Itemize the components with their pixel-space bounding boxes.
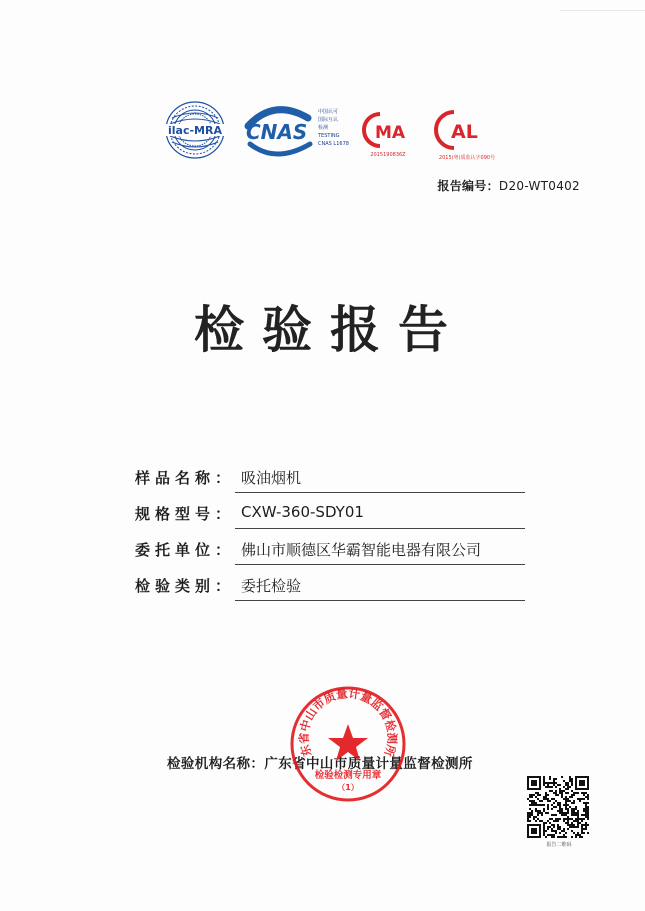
ilac-logo-text: ilac-MRA (168, 124, 222, 137)
field-underline (235, 492, 525, 493)
institution-value: 广东省中山市质量计量监督检测所 (264, 756, 473, 772)
field-row-model (135, 498, 535, 534)
cma-number: 2015190836Z (370, 152, 406, 158)
accreditation-logos (162, 100, 502, 170)
field-underline (235, 600, 525, 601)
field-label: 检验类别： (135, 577, 236, 595)
cnas-logo-text: CNAS (246, 120, 308, 144)
report-number (437, 177, 580, 194)
cnas-side-line-5: CNAS L1678 (318, 141, 349, 147)
cal-mark-text: AL (451, 121, 478, 143)
report-number-label: 报告编号： (437, 179, 499, 193)
seal-bottom-text: 检验检测专用章 (314, 770, 382, 781)
field-value: 佛山市顺德区华霸智能电器有限公司 (241, 541, 482, 559)
field-row-sample-name (135, 462, 535, 498)
cma-mark-icon (358, 108, 418, 160)
page-title: 检验报告 (194, 301, 466, 359)
cnas-side-line-4: TESTING (318, 133, 340, 139)
field-value: CXW-360-SDY01 (241, 503, 364, 521)
field-value: 委托检验 (241, 577, 302, 595)
report-number-value: D20-WT0402 (498, 179, 580, 193)
seal-number: （1） (337, 783, 359, 792)
field-label: 规格型号： (135, 505, 236, 523)
seal-star-icon (328, 724, 368, 761)
field-label: 样品名称： (135, 469, 236, 487)
institution-label: 检验机构名称： (167, 756, 265, 772)
cnas-logo-icon (244, 104, 364, 160)
cal-number: 2015(粤)质监认字090号 (438, 155, 496, 161)
qr-caption: 报告二维码 (546, 842, 572, 848)
field-label: 委托单位： (135, 541, 236, 559)
field-row-client (135, 534, 535, 570)
cal-mark-icon (432, 104, 502, 164)
seal-arc-text: 东省中山市质量计量监督检测所 (296, 686, 400, 759)
qr-code-icon (527, 776, 589, 838)
cnas-side-line-2: 国际互认 (318, 117, 339, 123)
field-value: 吸油烟机 (241, 469, 302, 487)
field-underline (235, 528, 525, 529)
field-row-inspection-type (135, 570, 535, 606)
report-fields (135, 462, 535, 606)
top-edge-line (560, 10, 645, 11)
cma-mark-text: MA (375, 123, 406, 143)
official-seal-icon (288, 684, 408, 804)
cnas-side-line-1: 中国认可 (318, 109, 339, 115)
ilac-mra-logo-icon (162, 100, 228, 160)
cnas-side-line-3: 检测 (318, 125, 329, 131)
field-underline (235, 564, 525, 565)
